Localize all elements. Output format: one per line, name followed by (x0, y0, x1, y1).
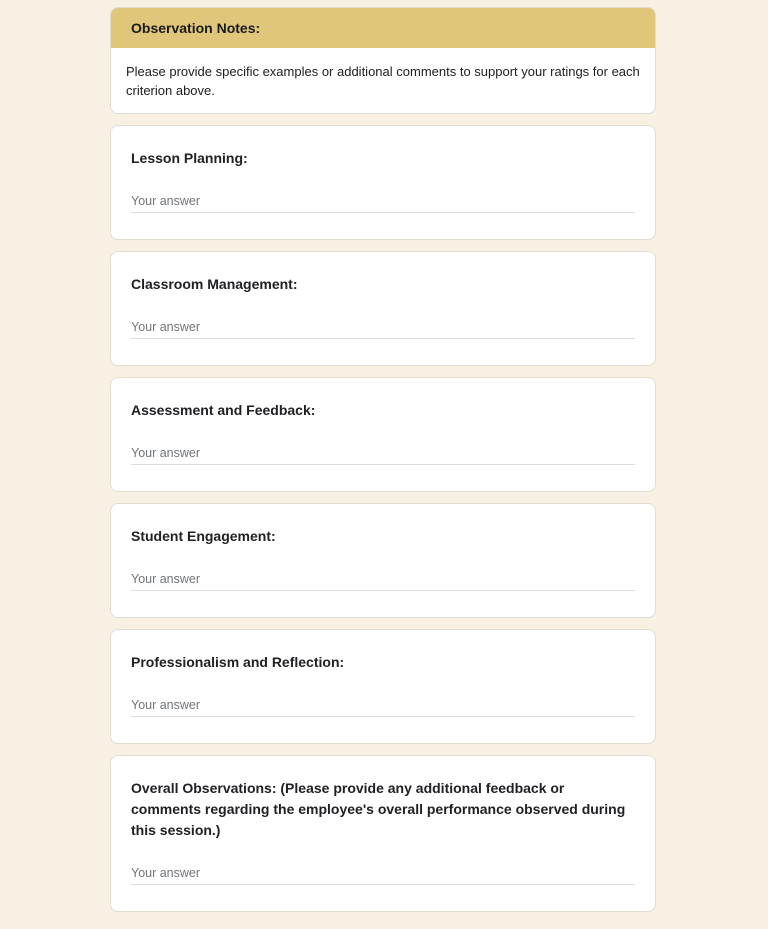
question-label: Student Engagement: (131, 528, 276, 544)
question-label: Lesson Planning: (131, 150, 248, 166)
answer-input-professionalism-reflection[interactable] (131, 698, 635, 717)
question-lesson-planning (110, 125, 656, 240)
question-professionalism-reflection (110, 629, 656, 744)
question-label: Assessment and Feedback: (131, 402, 316, 418)
section-title: Observation Notes: (111, 8, 655, 48)
question-classroom-management (110, 251, 656, 366)
question-overall-observations (110, 755, 656, 912)
answer-input-classroom-management[interactable] (131, 320, 635, 339)
question-assessment-feedback (110, 377, 656, 492)
answer-input-lesson-planning[interactable] (131, 194, 635, 213)
question-label: Professionalism and Reflection: (131, 654, 345, 670)
answer-input-student-engagement[interactable] (131, 572, 635, 591)
answer-input-overall-observations[interactable] (131, 866, 635, 885)
section-header-card (110, 7, 656, 114)
section-description: Please provide specific examples or additional comments to support your ratings for each criterion above. (126, 64, 640, 98)
form-container (110, 7, 656, 923)
question-label: Classroom Management: (131, 276, 298, 292)
question-label: Overall Observations: (Please provide any additional feedback or comments regarding the employee's overall performance observed during this session.) (131, 780, 626, 838)
answer-input-assessment-feedback[interactable] (131, 446, 635, 465)
question-student-engagement (110, 503, 656, 618)
